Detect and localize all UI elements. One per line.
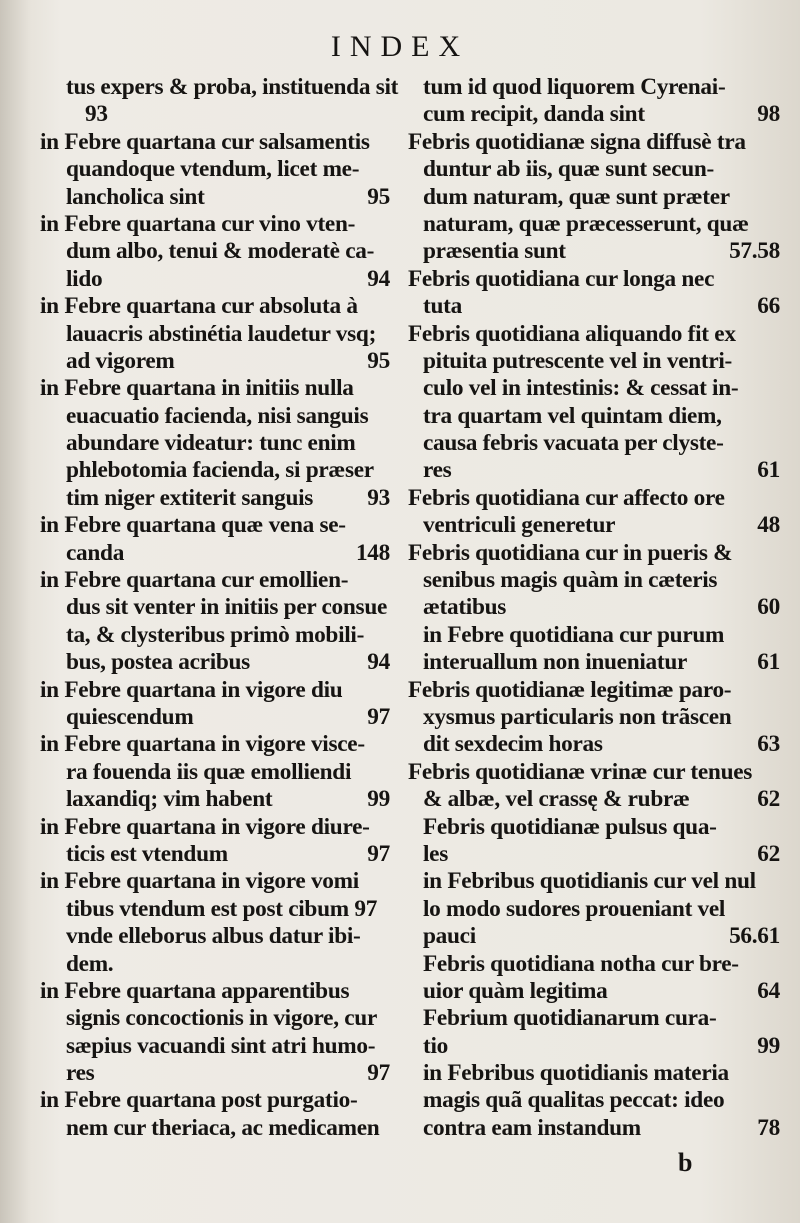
page-reference: 57.58 <box>729 238 780 265</box>
page-reference: 95 <box>367 347 390 374</box>
page-reference: 98 <box>757 101 780 128</box>
index-entry-text: Febris quotidiana cur affecto ore <box>408 484 725 511</box>
index-line <box>408 594 780 621</box>
page-reference: 97 <box>367 840 390 867</box>
index-line <box>40 1005 390 1032</box>
index-line <box>40 156 390 183</box>
index-line <box>40 1060 390 1087</box>
index-entry-text: Febris quotidiana cur longa nec <box>408 265 715 292</box>
page-reference: 94 <box>367 649 390 676</box>
page-reference: 78 <box>757 1114 780 1141</box>
index-line <box>408 184 780 211</box>
index-entry-text: dem. <box>66 950 114 977</box>
index-line <box>40 594 390 621</box>
index-entry-text: signis concoctionis in vigore, cur <box>66 1005 377 1032</box>
index-entry-text: quiescendum <box>66 703 194 730</box>
index-entry-text: ad vigorem <box>66 347 175 374</box>
index-line <box>408 540 780 567</box>
index-entry-text: lauacris abstinétia laudetur vsq; <box>66 320 377 347</box>
index-line <box>408 622 780 649</box>
index-line <box>408 211 780 238</box>
index-line <box>408 649 780 676</box>
index-entry-text: tibus vtendum est post cibum 97 <box>66 895 378 922</box>
index-line <box>40 266 390 293</box>
index-line <box>40 321 390 348</box>
index-line <box>40 457 390 484</box>
page-reference: 95 <box>367 183 390 210</box>
page-reference: 61 <box>757 457 780 484</box>
page-reference: 62 <box>757 786 780 813</box>
index-line <box>408 485 780 512</box>
index-entry-text: tra quartam vel quintam diem, <box>423 402 722 429</box>
index-entry-text: 93 <box>85 101 108 128</box>
index-line <box>40 951 390 978</box>
index-line <box>40 759 390 786</box>
index-entry-text: abundare videatur: tunc enim <box>66 430 356 457</box>
index-line <box>40 184 390 211</box>
index-entry-text: in Febre quartana cur salsamentis <box>40 128 370 155</box>
signature-mark: b <box>678 1148 693 1177</box>
index-entry-text: culo vel in intestinis: & cessat in- <box>423 375 739 402</box>
index-entry-text: Febris quotidianæ legitimæ paro- <box>408 676 732 703</box>
index-line <box>408 896 780 923</box>
index-entry-text: Febrium quotidianarum cura- <box>423 1005 717 1032</box>
index-line <box>40 731 390 758</box>
index-line <box>408 512 780 539</box>
index-line <box>408 403 780 430</box>
index-line <box>40 403 390 430</box>
index-line <box>40 1087 390 1114</box>
index-entry-text: pituita putrescente vel in ventri- <box>423 347 733 374</box>
index-entry-text: in Febre quartana in vigore vomi <box>40 868 359 895</box>
index-entry-text: in Febre quartana quæ vena se- <box>40 512 346 539</box>
index-entry-text: in Febre quartana in vigore visce- <box>40 731 365 758</box>
index-line <box>40 512 390 539</box>
page-reference: 97 <box>367 703 390 730</box>
index-line <box>408 567 780 594</box>
index-line <box>40 786 390 813</box>
index-line <box>408 786 780 813</box>
index-entry-text: dit sexdecim horas <box>423 731 603 758</box>
index-entry-text: tum id quod liquorem Cyrenai- <box>423 74 726 100</box>
index-entry-text: lo modo sudores proueniant vel <box>423 895 726 922</box>
index-entry-text: sæpius vacuandi sint atri humo- <box>66 1032 376 1059</box>
index-entry-text: tuta <box>423 293 462 320</box>
index-entry-text: naturam, quæ præcesserunt, quæ <box>423 210 749 237</box>
index-entry-text: duntur ab iis, quæ sunt secun- <box>423 156 714 183</box>
index-line <box>408 951 780 978</box>
index-entry-text: in Febre quartana in initiis nulla <box>40 375 354 402</box>
index-line <box>408 101 780 128</box>
index-line <box>408 321 780 348</box>
index-entry-text: in Febre quartana cur vino vten- <box>40 210 356 237</box>
index-line <box>40 677 390 704</box>
index-entry-text: in Febre quartana cur absoluta à <box>40 293 358 320</box>
index-entry-text: in Febre quartana cur emollien- <box>40 567 349 594</box>
index-line <box>408 1033 780 1060</box>
index-line <box>408 430 780 457</box>
index-entry-text: in Febre quartana post purgatio- <box>40 1087 358 1114</box>
index-line <box>408 814 780 841</box>
index-entry-text: Febris quotidiana aliquando fit ex <box>408 320 736 347</box>
index-entry-text: lancholica sint <box>66 183 205 210</box>
index-column-right <box>408 74 780 1142</box>
page-reference: 93 <box>367 484 390 511</box>
index-entry-text: uior quàm legitima <box>423 977 608 1004</box>
index-entry-text: in Febre quotidiana cur purum <box>423 621 725 648</box>
page-reference: 48 <box>757 512 780 539</box>
index-line <box>408 266 780 293</box>
page-reference: 94 <box>367 265 390 292</box>
page-reference: 148 <box>355 539 390 566</box>
page-reference: 97 <box>367 1060 390 1087</box>
index-line <box>40 978 390 1005</box>
index-entry-text: præsentia sunt <box>423 238 566 265</box>
index-line <box>408 1060 780 1087</box>
page-reference: 62 <box>757 840 780 867</box>
index-line <box>408 731 780 758</box>
index-entry-text: in Febre quartana in vigore diu <box>40 676 343 703</box>
index-line <box>408 1005 780 1032</box>
index-line <box>408 293 780 320</box>
index-line <box>40 485 390 512</box>
index-entry-text: ticis est vtendum <box>66 840 228 867</box>
index-line <box>40 567 390 594</box>
page-reference: 64 <box>757 977 780 1004</box>
index-line <box>408 1115 780 1142</box>
page-header: INDEX <box>330 30 470 63</box>
index-entry-text: vnde elleborus albus datur ibi- <box>66 923 361 950</box>
index-entry-text: & albæ, vel crassę & rubræ <box>423 786 690 813</box>
index-line <box>408 375 780 402</box>
index-entry-text: causa febris vacuata per clyste- <box>423 430 724 457</box>
index-line <box>408 238 780 265</box>
index-line <box>40 129 390 156</box>
index-entry-text: contra eam instandum <box>423 1114 641 1141</box>
index-line <box>408 677 780 704</box>
index-line <box>408 348 780 375</box>
index-entry-text: senibus magis quàm in cæteris <box>423 567 718 594</box>
index-line <box>40 896 390 923</box>
index-line <box>40 868 390 895</box>
index-entry-text: laxandiq; vim habent <box>66 786 273 813</box>
index-entry-text: res <box>66 1060 95 1087</box>
index-line <box>408 923 780 950</box>
index-line <box>408 156 780 183</box>
index-line <box>40 1115 390 1142</box>
index-line <box>40 841 390 868</box>
index-line <box>40 238 390 265</box>
index-entry-text: ta, & clysteribus primò mobili- <box>66 621 365 648</box>
index-line <box>40 101 390 128</box>
index-entry-text: xysmus particularis non trãscen <box>423 703 732 730</box>
page-reference: 63 <box>757 731 780 758</box>
index-line <box>40 293 390 320</box>
index-entry-text: tio <box>423 1032 448 1059</box>
index-entry-text: nem cur theriaca, ac medicamen <box>66 1114 380 1141</box>
index-entry-text: canda <box>66 539 125 566</box>
page-reference: 61 <box>757 649 780 676</box>
index-line <box>40 348 390 375</box>
index-entry-text: Febris quotidiana cur in pueris & <box>408 539 733 566</box>
index-line <box>408 74 780 101</box>
index-entry-text: tim niger extiterit sanguis <box>66 484 314 511</box>
index-line <box>408 868 780 895</box>
index-line <box>40 622 390 649</box>
index-line <box>40 74 399 101</box>
index-entry-text: les <box>423 840 448 867</box>
index-entry-text: tus expers & proba, instituenda sit <box>66 74 399 100</box>
index-entry-text: interuallum non inueniatur <box>423 649 688 676</box>
page-reference: 99 <box>757 1032 780 1059</box>
index-line <box>40 430 390 457</box>
index-entry-text: in Febre quartana in vigore diure- <box>40 813 370 840</box>
index-line <box>40 211 390 238</box>
index-entry-text: euacuatio facienda, nisi sanguis <box>66 402 369 429</box>
index-entry-text: dum naturam, quæ sunt præter <box>423 183 730 210</box>
index-line <box>40 704 390 731</box>
index-entry-text: Febris quotidiana notha cur bre- <box>423 950 739 977</box>
index-entry-text: in Febribus quotidianis materia <box>423 1060 729 1087</box>
index-line <box>40 814 390 841</box>
index-entry-text: ra fouenda iis quæ emolliendi <box>66 758 352 785</box>
index-line <box>40 375 390 402</box>
index-column-left <box>40 74 399 1142</box>
index-line <box>40 540 390 567</box>
index-entry-text: quandoque vtendum, licet me- <box>66 156 360 183</box>
index-line <box>408 129 780 156</box>
index-line <box>408 978 780 1005</box>
index-entry-text: ventriculi generetur <box>423 512 616 539</box>
index-entry-text: Febris quotidianæ pulsus qua- <box>423 813 717 840</box>
index-entry-text: Febris quotidianæ vrinæ cur tenues <box>408 758 753 785</box>
page-reference: 66 <box>757 293 780 320</box>
index-entry-text: pauci <box>423 923 476 950</box>
index-line <box>408 1087 780 1114</box>
index-line <box>40 649 390 676</box>
page-reference: 60 <box>757 594 780 621</box>
index-line <box>408 759 780 786</box>
index-entry-text: Febris quotidianæ signa diffusè tra <box>408 128 746 155</box>
index-entry-text: res <box>423 457 452 484</box>
page-reference: 99 <box>367 786 390 813</box>
index-entry-text: lido <box>66 265 103 292</box>
index-line <box>408 841 780 868</box>
page-reference: 56.61 <box>729 923 780 950</box>
index-entry-text: magis quã qualitas peccat: ideo <box>423 1087 725 1114</box>
index-entry-text: in Febribus quotidianis cur vel nul <box>423 868 756 895</box>
index-entry-text: cum recipit, danda sint <box>423 101 645 128</box>
index-line <box>40 1033 390 1060</box>
index-entry-text: dum albo, tenui & moderatè ca- <box>66 238 375 265</box>
index-entry-text: in Febre quartana apparentibus <box>40 977 350 1004</box>
index-line <box>40 923 390 950</box>
index-entry-text: dus sit venter in initiis per consue <box>66 594 388 621</box>
index-line <box>408 457 780 484</box>
index-entry-text: bus, postea acribus <box>66 649 250 676</box>
index-entry-text: phlebotomia facienda, si præser <box>66 457 374 484</box>
index-line <box>408 704 780 731</box>
index-entry-text: ætatibus <box>423 594 507 621</box>
